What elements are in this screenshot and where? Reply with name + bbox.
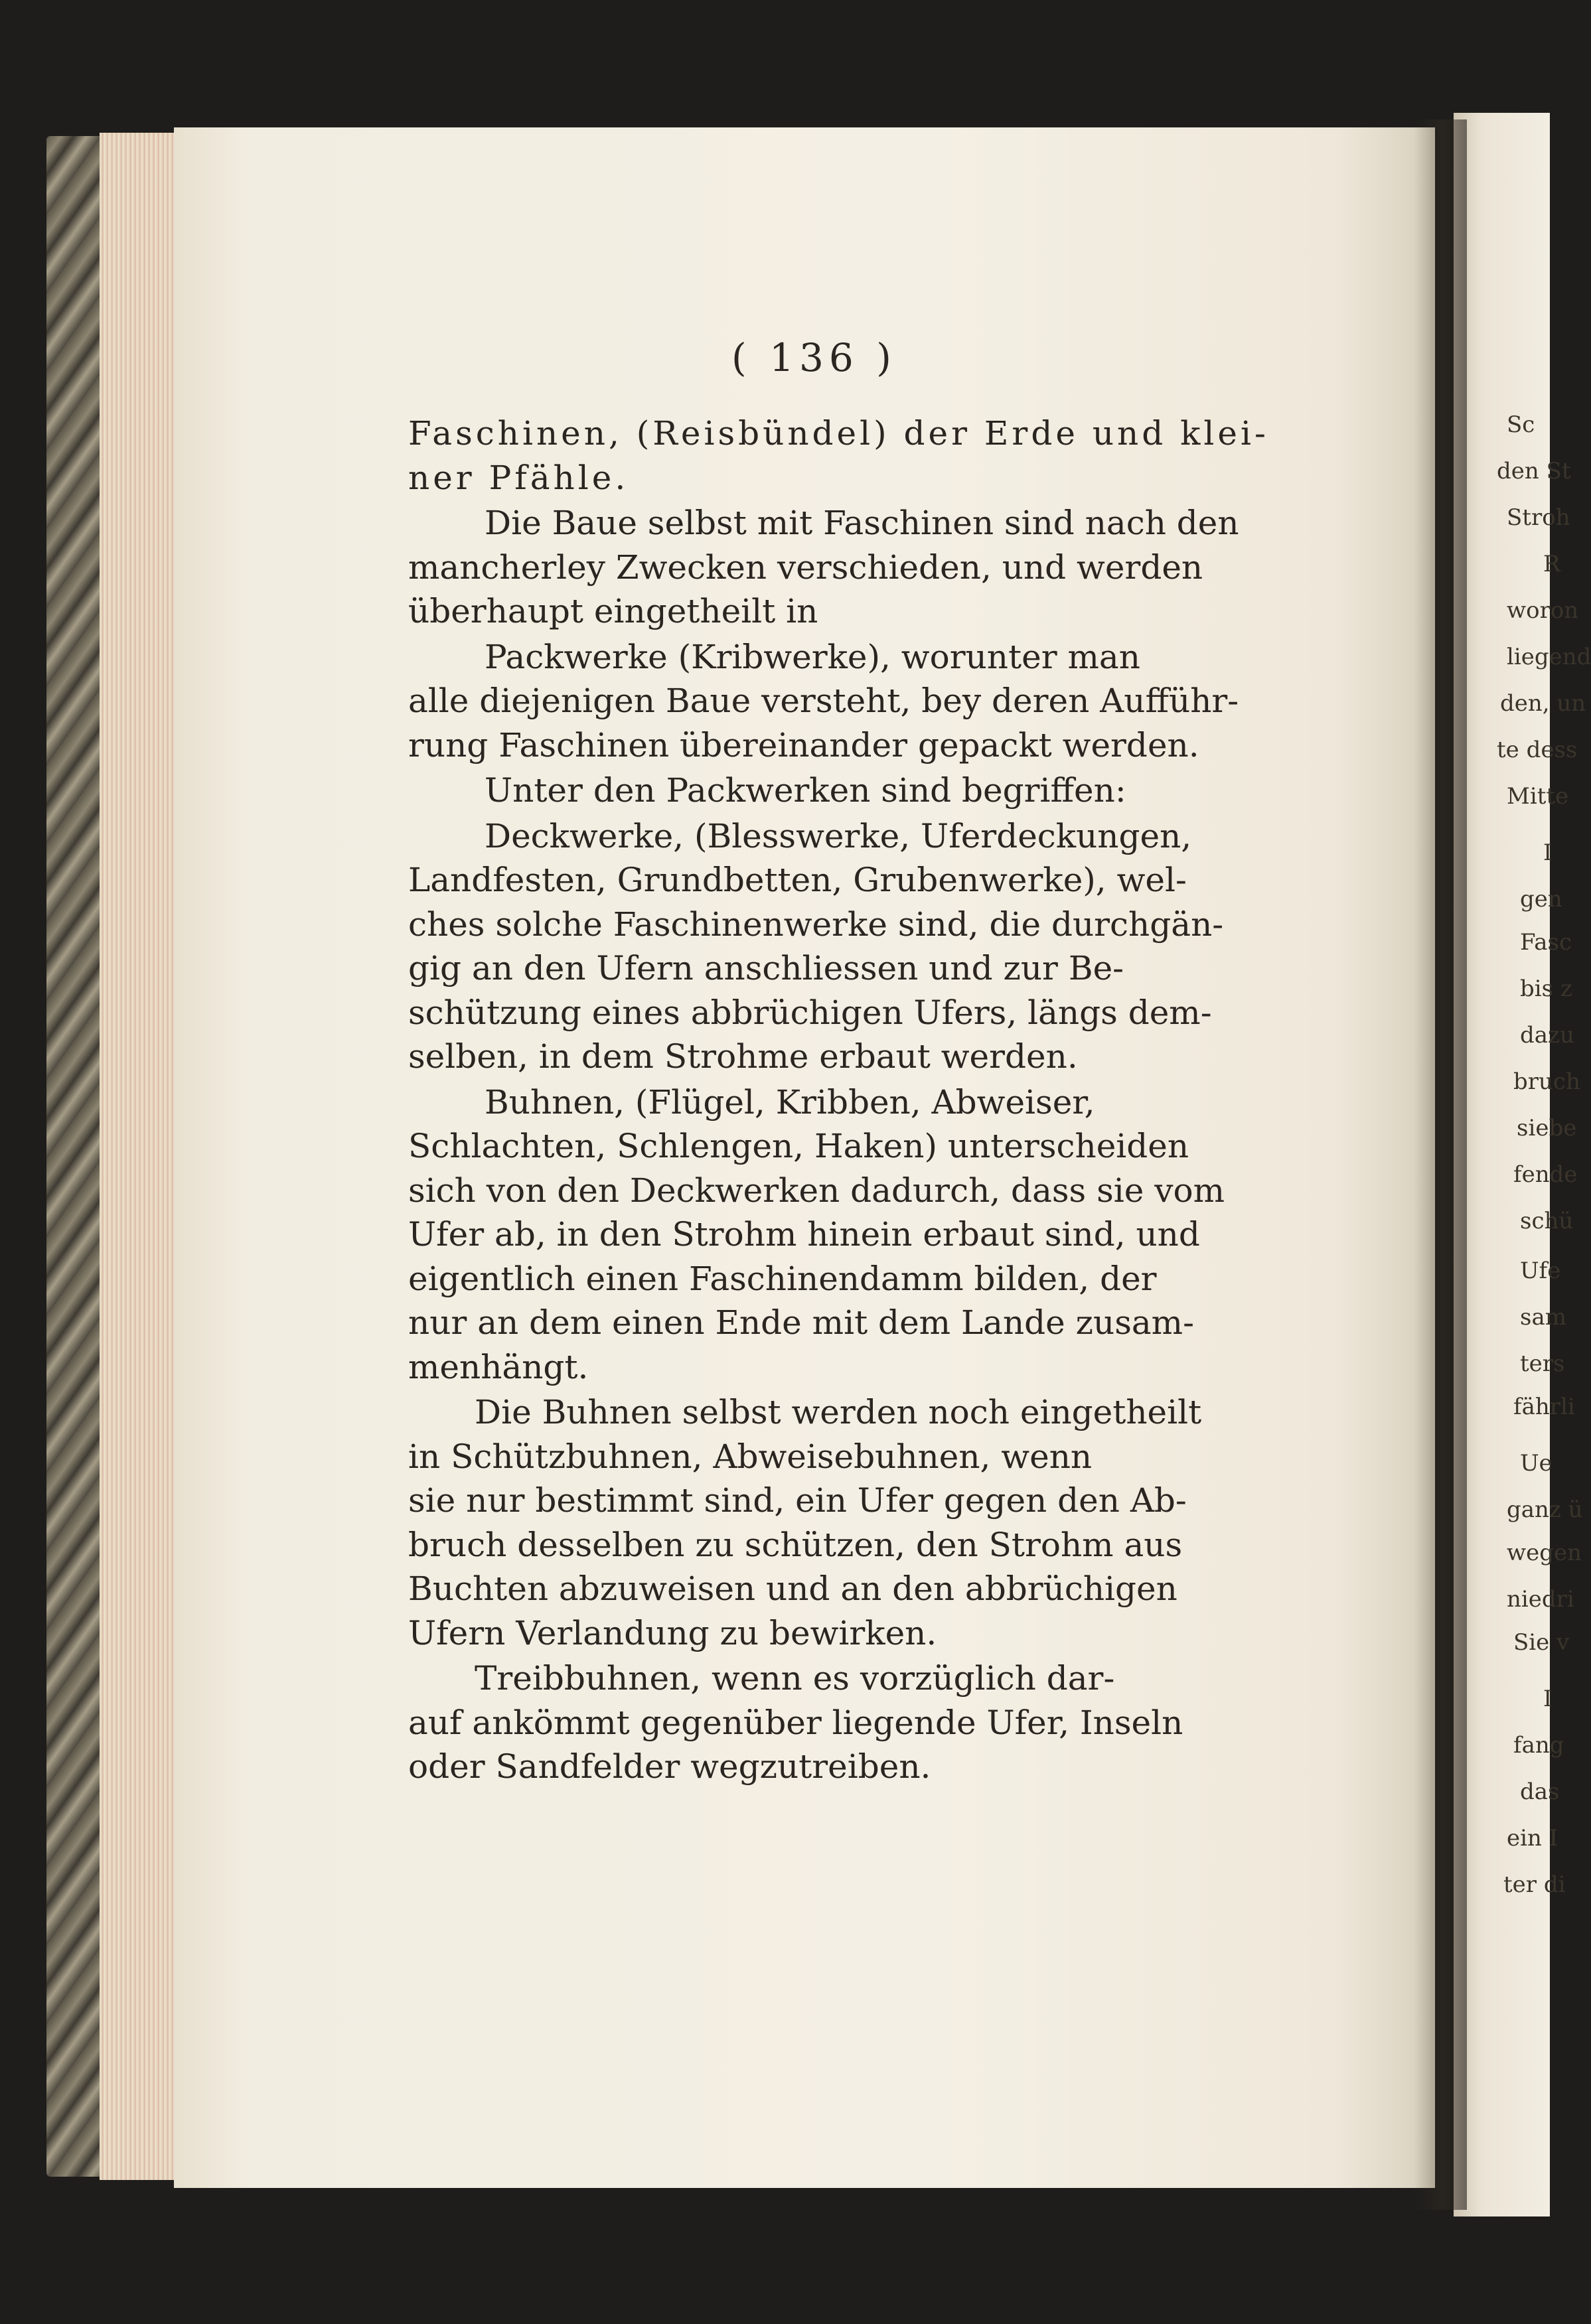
facing-page-fragment: fang [1513,1732,1564,1759]
text-line: oder Sandfelder wegzutreiben. [408,1747,931,1786]
text-line: Ufer ab, in den Strohm hinein erbaut sind, und [408,1215,1200,1254]
facing-page-fragment: bis z [1520,976,1572,1002]
facing-page-fragment: woron [1507,597,1579,624]
text-line: menhängt. [408,1347,589,1386]
text-line: Treibbuhnen, wenn es vorzüglich dar- [475,1659,1115,1698]
text-line: sich von den Deckwerken dadurch, dass sie vom [408,1171,1225,1210]
text-line: Packwerke (Kribwerke), worunter man [485,637,1140,676]
text-line: Landfesten, Grundbetten, Grubenwerke), wel- [408,861,1187,899]
facing-page-fragment: Sc [1507,411,1535,438]
text-line: Die Buhnen selbst werden noch eingetheilt [475,1393,1202,1431]
facing-page-fragment: ter di [1503,1871,1566,1898]
text-line: Schlachten, Schlengen, Haken) unterscheiden [408,1127,1189,1165]
page-edges [100,133,176,2180]
text-line: Deckwerke, (Blesswerke, Uferdeckungen, [485,816,1192,855]
facing-page-fragment: das [1520,1779,1560,1805]
facing-page-fragment: ein I [1507,1825,1558,1852]
text-line: Ufern Verlandung zu bewirken. [408,1613,937,1652]
facing-page-fragment: I [1543,1686,1553,1712]
facing-page-fragment: den, un [1500,690,1586,717]
facing-page-fragment: gen [1520,886,1562,912]
facing-page-fragment: niedri [1507,1586,1574,1613]
facing-page-fragment: wegen [1507,1540,1582,1566]
text-line: rung Faschinen übereinander gepackt werden. [408,725,1199,764]
text-line: in Schützbuhnen, Abweisebuhnen, wenn [408,1437,1093,1476]
facing-page-fragment: fende [1513,1161,1578,1188]
text-line: überhaupt eingetheilt in [408,592,818,630]
text-line: gig an den Ufern anschliessen und zur Be- [408,949,1124,987]
text-line: selben, in dem Strohme erbaut werden. [408,1037,1078,1076]
facing-page-fragment: bruch [1513,1068,1580,1095]
text-line: alle diejenigen Baue versteht, bey deren Aufführ- [408,682,1239,720]
text-line: schützung eines abbrüchigen Ufers, längs dem- [408,993,1212,1032]
facing-page-fragment: liegend [1507,644,1591,670]
text-line: Buhnen, (Flügel, Kribben, Abweiser, [485,1082,1095,1122]
facing-page-fragment: I [1543,839,1553,866]
page-number: ( 136 ) [731,335,897,380]
text-line: eigentlich einen Faschinendamm bilden, der [408,1259,1157,1298]
text-line: ner Pfähle. [408,458,629,497]
facing-page-fragment: ganz ü [1507,1496,1583,1523]
facing-page-fragment: Ufe [1520,1258,1561,1284]
facing-page-fragment: Fasc [1520,929,1572,956]
facing-page-fragment: Mitte [1507,783,1569,810]
facing-page-fragment: sam [1520,1304,1566,1331]
text-line: bruch desselben zu schützen, den Strohm aus [408,1525,1183,1564]
facing-page-fragment: dazu [1520,1022,1574,1049]
text-line: ches solche Faschinenwerke sind, die durchgän- [408,905,1224,944]
body-text [408,411,1269,1789]
facing-page-fragment: Ue [1520,1450,1553,1477]
facing-page-fragment: R [1543,551,1560,577]
text-line: auf ankömmt gegenüber liegende Ufer, Inseln [408,1703,1183,1742]
facing-page-fragment: Sie v [1513,1629,1570,1656]
text-line: Die Baue selbst mit Faschinen sind nach den [485,504,1239,542]
text-line: sie nur bestimmt sind, ein Ufer gegen den Ab- [408,1481,1187,1520]
text-line: Unter den Packwerken sind begriffen: [485,771,1126,810]
facing-page-fragment: den St [1497,458,1571,484]
facing-page-fragment: te dess [1497,737,1578,763]
facing-page-fragment: ters [1520,1350,1565,1377]
text-line: mancherley Zwecken verschieden, und werden [408,547,1203,587]
facing-page-fragment: schü [1520,1208,1574,1234]
text-line: Buchten abzuweisen und an den abbrüchigen [408,1569,1177,1608]
text-line: nur an dem einen Ende mit dem Lande zusam- [408,1303,1194,1342]
facing-page-fragment: Stroh [1507,504,1570,531]
facing-page-fragment: siebe [1517,1115,1577,1141]
gutter-shadow [1414,119,1467,2210]
text-line: Faschinen, (Reisbündel) der Erde und klei- [408,414,1269,453]
facing-page-fragment: fährli [1513,1394,1575,1420]
